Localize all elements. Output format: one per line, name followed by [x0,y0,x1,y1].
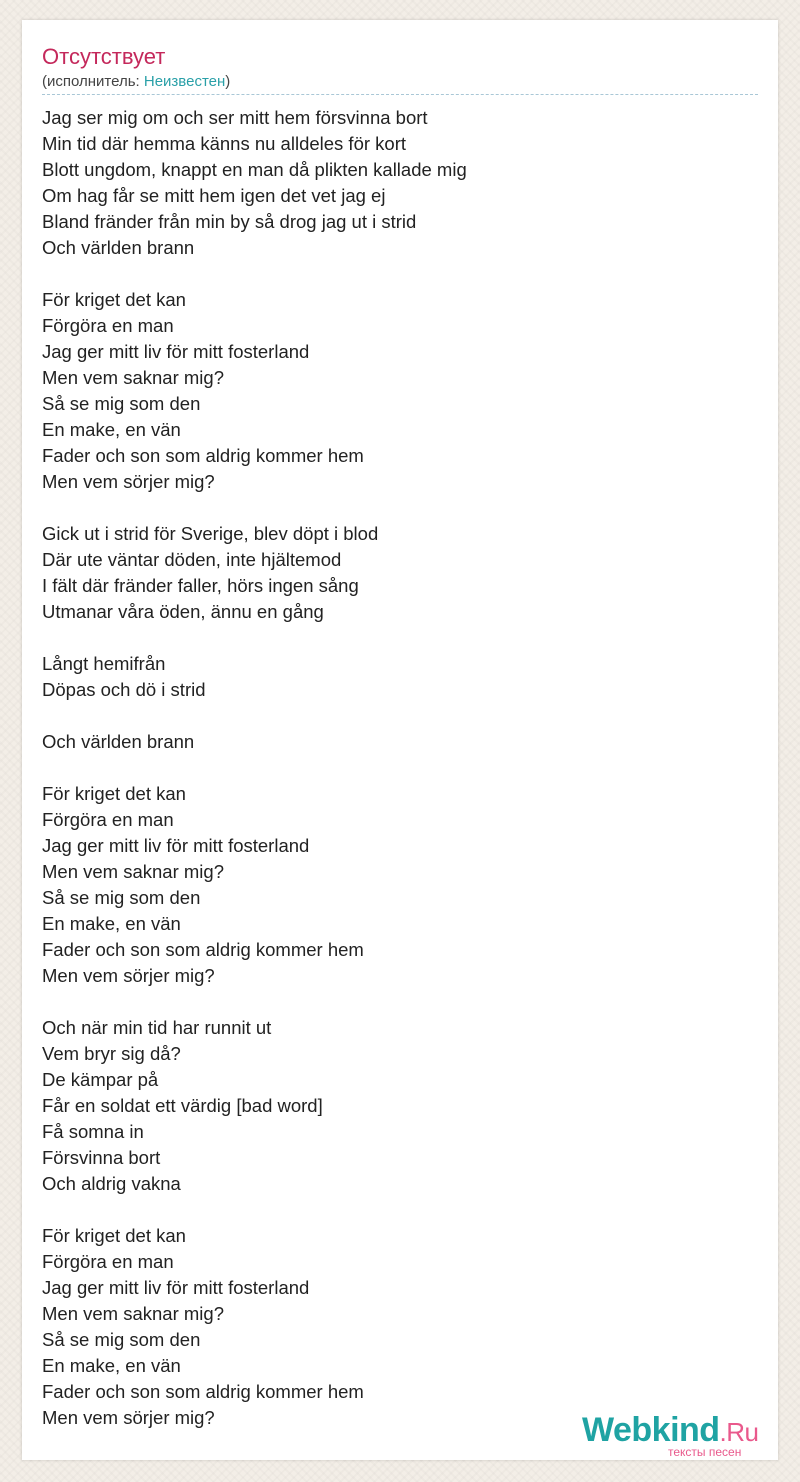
lyric-line: En make, en vän [42,913,181,934]
artist-link[interactable]: Неизвестен [143,73,226,90]
lyric-line: Förgöra en man [42,1251,174,1272]
lyric-line: Så se mig som den [42,887,201,908]
lyric-line: Utmanar våra öden, ännu en gång [42,601,324,622]
song-header [42,42,758,95]
lyric-line: Blott ungdom, knappt en man då plikten kallade mig [42,159,467,180]
lyric-line: Jag ger mitt liv för mitt fosterland [42,1277,310,1298]
lyric-line: De kämpar på [42,1069,159,1090]
stanza-break [42,755,758,781]
lyric-line: Fader och son som aldrig kommer hem [42,1381,364,1402]
artist-prefix: (исполнитель: [42,73,144,90]
lyric-line: Fader och son som aldrig kommer hem [42,939,364,960]
stanza-break [42,703,758,729]
lyric-line: Men vem saknar mig? [42,1303,224,1324]
lyric-line: Försvinna bort [42,1147,161,1168]
lyric-line: Förgöra en man [42,809,174,830]
lyric-line: För kriget det kan [42,783,186,804]
lyric-line: Men vem saknar mig? [42,367,224,388]
logo-tagline: тексты песен [668,1445,742,1459]
stanza-break [42,989,758,1015]
lyric-line: Jag ger mitt liv för mitt fosterland [42,341,310,362]
logo-suffix: .Ru [719,1417,759,1447]
logo-main-text: Webkind [582,1411,720,1449]
lyric-line: Så se mig som den [42,393,201,414]
lyric-line: Men vem saknar mig? [42,861,224,882]
stanza-break [42,1197,758,1223]
lyric-line: Döpas och dö i strid [42,679,206,700]
lyric-line: Få somna in [42,1121,144,1142]
webkind-logo[interactable] [582,1411,782,1459]
lyric-line: Förgöra en man [42,315,174,336]
lyric-line: Där ute väntar döden, inte hjältemod [42,549,342,570]
artist-suffix: ) [225,73,231,90]
stanza-break [42,261,758,287]
lyric-line: Och världen brann [42,237,195,258]
lyric-line: Men vem sörjer mig? [42,1407,215,1428]
stanza-break [42,625,758,651]
lyric-line: Jag ser mig om och ser mitt hem försvinna bort [42,107,428,128]
lyric-line: Jag ger mitt liv för mitt fosterland [42,835,310,856]
lyric-line: Vem bryr sig då? [42,1043,181,1064]
stanza-break [42,495,758,521]
lyric-line: Om hag får se mitt hem igen det vet jag ej [42,185,386,206]
lyric-line: En make, en vän [42,1355,181,1376]
lyric-line: Min tid där hemma känns nu alldeles för kort [42,133,407,154]
lyric-line: Och när min tid har runnit ut [42,1017,272,1038]
lyric-line: För kriget det kan [42,1225,186,1246]
lyric-line: Långt hemifrån [42,653,166,674]
lyric-line: Så se mig som den [42,1329,201,1350]
song-title: Отсутствует [42,44,166,69]
lyric-line: Men vem sörjer mig? [42,965,215,986]
lyric-line: För kriget det kan [42,289,186,310]
lyric-line: Men vem sörjer mig? [42,471,215,492]
lyric-line: En make, en vän [42,419,181,440]
lyric-line: Och världen brann [42,731,195,752]
lyrics-text [42,105,758,1431]
lyrics-card [22,20,778,1460]
lyric-line: Och aldrig vakna [42,1173,181,1194]
lyric-line: Bland fränder från min by så drog jag ut i strid [42,211,417,232]
artist-line [42,73,230,91]
lyric-line: Fader och son som aldrig kommer hem [42,445,364,466]
lyric-line: I fält där fränder faller, hörs ingen sång [42,575,359,596]
lyric-line: Gick ut i strid för Sverige, blev döpt i blod [42,523,379,544]
lyric-line: Får en soldat ett värdig [bad word] [42,1095,323,1116]
